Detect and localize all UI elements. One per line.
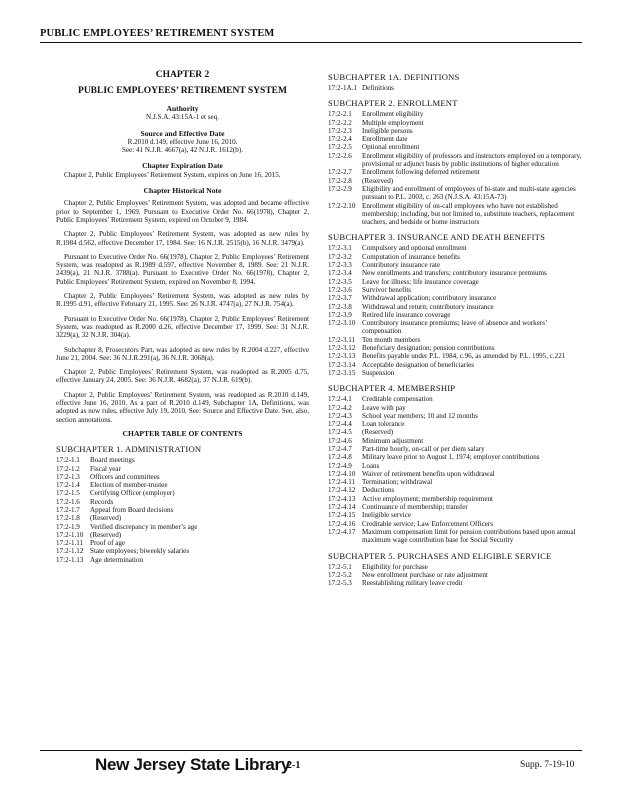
toc-entry (56, 489, 309, 497)
section-number: 17:2-4.14 (328, 503, 356, 512)
toc-entry (328, 152, 582, 169)
supplement-date: Supp. 7-19-10 (520, 760, 575, 770)
section-number: 17:2-4.2 (328, 403, 352, 412)
toc-entry (328, 478, 582, 486)
toc-entry (328, 404, 582, 412)
section-title: Creditable service; Law Enforcement Officers (362, 519, 494, 528)
section-number: 17:2-4.10 (328, 469, 356, 478)
header-rule (40, 42, 582, 43)
section-title: Appeal from Board decisions (90, 505, 174, 514)
chapter-title: PUBLIC EMPLOYEES’ RETIREMENT SYSTEM (78, 86, 287, 96)
section-title: School year members; 10 and 12 months (362, 411, 478, 420)
toc-entry (328, 511, 582, 519)
section-number: 17:2-3.15 (328, 368, 356, 377)
section-number: 17:2-2.8 (328, 176, 352, 185)
section-number: 17:2-4.7 (328, 444, 352, 453)
section-number: 17:2-4.9 (328, 461, 352, 470)
toc-entry (328, 135, 582, 143)
historical-paragraph: Pursuant to Executive Order No. 66(1978), Chapter 2, Public Employees’ Retirement System, was readopted as R.1989 d.597, effective November 8, 1989. See: 21 N.J.R. 2439(a), 21 N.J.R. 3788(a). Pursuant to Executive Order No. 66(1978), Chapter 2, Public Employees’ Retirement System, expired on November 8, 1994. (56, 252, 309, 286)
toc-entry (56, 498, 309, 506)
section-number: 17:2-3.13 (328, 352, 356, 361)
section-title: Leave for illness; life insurance coverage (362, 277, 479, 286)
section-number: 17:2-3.7 (328, 294, 352, 303)
section-title: Loans (362, 461, 380, 470)
subchapter-title: SUBCHAPTER 4. MEMBERSHIP (328, 383, 456, 394)
historical-paragraph: Chapter 2, Public Employees’ Retirement System, was adopted as new rules by R.1995 d.91, effective February 21, 1995. See: 26 N.J.R. 4747(a), 27 N.J.R. 754(a). (56, 292, 309, 309)
toc-list (56, 456, 309, 564)
page-number: 2-1 (287, 760, 301, 771)
subchapter-title: SUBCHAPTER 2. ENROLLMENT (328, 98, 458, 109)
section-title: Enrollment eligibility of professors and instructors employed on a temporary, provisional or adjunct basis by public institutions of higher education (362, 151, 582, 169)
section-number: 17:2-3.14 (328, 360, 356, 369)
toc-entry (328, 520, 582, 528)
toc-entry (328, 319, 582, 336)
toc-entry (328, 528, 582, 545)
section-title: Acceptable designation of beneficiaries (362, 360, 475, 369)
toc-entry (328, 269, 582, 277)
section-number: 17:2-2.6 (328, 151, 352, 160)
toc-entry (328, 579, 582, 587)
section-title: Contributory insurance premiums; leave of absence and workers’ compensation (362, 319, 547, 336)
chapter-number: CHAPTER 2 (155, 70, 210, 80)
section-number: 17:2-4.12 (328, 486, 356, 495)
section-title: Certifying Officer (employer) (90, 489, 175, 498)
historical-paragraph: Chapter 2, Public Employees’ Retirement System, was adopted and became effective prior to September 1, 1969. Pursuant to Executive Order No. 66(1978), Chapter 2, Public Employees’ Retirement System, expired on October 9, 1984. (56, 199, 309, 224)
section-number: 17:2-3.3 (328, 261, 352, 270)
toc-entry (328, 294, 582, 302)
section-title: Election of member-trustee (90, 481, 168, 490)
toc-entry (328, 336, 582, 344)
section-number: 17:2-1.13 (56, 555, 84, 564)
toc-entry (328, 110, 582, 118)
section-number: 17:2-3.9 (328, 310, 352, 319)
section-title: Beneficiary designation; pension contributions (362, 344, 495, 353)
toc-list (328, 563, 582, 588)
section-number: 17:2-3.5 (328, 277, 352, 286)
section-number: 17:2-4.13 (328, 494, 356, 503)
toc-entry (328, 453, 582, 461)
section-number: 17:2-3.11 (328, 335, 356, 344)
toc-entry (328, 168, 582, 176)
toc-entry (56, 514, 309, 522)
section-title: Loan tolerance (362, 420, 405, 429)
section-title: Board meetings (90, 456, 135, 465)
section-title: Suspension (362, 368, 395, 377)
historical-paragraph: Pursuant to Executive Order No. 66(1978), Chapter 2, Public Employees’ Retirement System, was readopted as R.2000 d.26, effective December 17, 1999. See: 31 N.J.R. 3229(a), 32 N.J.R. 304(a). (56, 314, 309, 340)
toc-entry (328, 202, 582, 227)
section-title: Officers and committees (90, 472, 160, 481)
section-number: 17:2-1.9 (56, 522, 80, 531)
toc-entry (56, 465, 309, 473)
section-title: Optional enrollment (362, 143, 420, 152)
toc-entry (56, 473, 309, 481)
toc-entry (56, 481, 309, 489)
section-title: Contributory insurance rate (362, 261, 441, 270)
section-title: Ineligible persons (362, 126, 413, 135)
toc-entry (328, 84, 582, 92)
toc-entry (328, 352, 582, 360)
toc-entry (56, 547, 309, 555)
toc-entry (328, 495, 582, 503)
toc-entry (56, 506, 309, 514)
toc-entry (328, 503, 582, 511)
section-number: 17:2-3.4 (328, 269, 352, 278)
running-head: PUBLIC EMPLOYEES’ RETIREMENT SYSTEM (40, 28, 275, 39)
section-number: 17:2-4.16 (328, 519, 356, 528)
section-title: State employees; biweekly salaries (90, 547, 190, 556)
toc-list (328, 395, 582, 544)
toc-entry (328, 470, 582, 478)
toc-entry (328, 428, 582, 436)
section-title: Computation of insurance benefits (362, 252, 460, 261)
toc-entry (328, 395, 582, 403)
source-line-2: See: 41 N.J.R. 4667(a), 42 N.J.R. 1612(b). (122, 146, 243, 155)
section-title: Ten month members (362, 335, 421, 344)
toc-entry (328, 437, 582, 445)
toc-entry (328, 369, 582, 377)
section-title: Survivor benefits (362, 285, 412, 294)
toc-entry (328, 244, 582, 252)
section-title: Enrollment eligibility (362, 110, 424, 119)
section-title: Withdrawal application; contributory insurance (362, 294, 497, 303)
section-number: 17:2-1.1 (56, 456, 80, 465)
toc-entry (328, 486, 582, 494)
historical-paragraph: Chapter 2, Public Employees’ Retirement System, was readopted as R.2010 d.149, effective June 16, 2010. As a part of R.2010 d.149, Subchapter 1A, Definitions, was adopted as new rules, effective July 19, 2010. See: Source and Effective Date. See, also, section annotations. (56, 390, 309, 424)
toc-entry (56, 539, 309, 547)
toc-entry (56, 531, 309, 539)
section-title: (Reserved) (362, 176, 394, 185)
section-title: Definitions (362, 84, 394, 92)
left-column (56, 70, 309, 564)
toc-entry (56, 523, 309, 531)
section-title: Leave with pay (362, 403, 406, 412)
section-number: 17:2-4.11 (328, 478, 356, 487)
section-number: 17:2-3.12 (328, 344, 356, 353)
section-number: 17:2-2.3 (328, 126, 352, 135)
section-number: 17:2-3.1 (328, 244, 352, 253)
section-number: 17:2-4.4 (328, 420, 352, 429)
section-number: 17:2-4.8 (328, 453, 352, 462)
section-number: 17:2-2.2 (328, 118, 352, 127)
toc-entry (328, 311, 582, 319)
section-number: 17:2-2.4 (328, 135, 352, 144)
section-title: Enrollment date (362, 135, 408, 144)
section-title: Fiscal year (90, 464, 121, 473)
section-number: 17:2-1.7 (56, 505, 80, 514)
section-title: Benefits payable under P.L. 1984, c.96, as amended by P.L. 1995, c.221 (362, 352, 566, 361)
toc-entry (328, 253, 582, 261)
section-title: Verified discrepancy in member’s age (90, 522, 198, 531)
section-number: 17:2-4.5 (328, 428, 352, 437)
section-title: Ineligible service (362, 511, 412, 520)
toc-list (328, 110, 582, 226)
section-title: Military leave prior to August 1, 1974; employer contributions (362, 453, 540, 462)
toc-entry (328, 119, 582, 127)
section-number: 17:2-4.6 (328, 436, 352, 445)
toc-entry (328, 420, 582, 428)
toc-entry (328, 563, 582, 571)
section-title: Deductions (362, 486, 395, 495)
toc-entry (56, 456, 309, 464)
section-title: Proof of age (90, 539, 126, 548)
toc-heading: CHAPTER TABLE OF CONTENTS (122, 428, 243, 438)
section-number: 17:2-2.5 (328, 143, 352, 152)
toc-entry (328, 278, 582, 286)
section-number: 17:2-3.8 (328, 302, 352, 311)
section-title: Active employment; membership requirement (362, 494, 493, 503)
section-title: Multiple employment (362, 118, 424, 127)
subchapter-title: SUBCHAPTER 5. PURCHASES AND ELIGIBLE SERVICE (328, 550, 552, 561)
toc-entry (328, 462, 582, 470)
section-title: Enrollment following deferred retirement (362, 168, 480, 177)
authority-heading: Authority (166, 104, 199, 113)
toc-entry (328, 361, 582, 369)
section-number: 17:2-1.10 (56, 530, 84, 539)
section-title: Part-time hourly, on-call or per diem salary (362, 444, 485, 453)
section-number: 17:2-4.3 (328, 411, 352, 420)
toc-entry (328, 177, 582, 185)
toc-entry (328, 286, 582, 294)
section-title: Records (90, 497, 114, 506)
section-title: New enrollment purchase or rate adjustment (362, 570, 488, 579)
section-number: 17:2-5.1 (328, 562, 352, 571)
toc-entry (56, 556, 309, 564)
section-number: 17:2-1.3 (56, 472, 80, 481)
historical-paragraph: Chapter 2, Public Employees’ Retirement System, was adopted as new rules by R.1984 d.562, effective December 17, 1984. See: 16 N.J.R. 2515(b), 16 N.J.R. 3479(a). (56, 230, 309, 247)
section-number: 17:2-1.6 (56, 497, 80, 506)
section-title: Continuance of membership; transfer (362, 503, 468, 512)
section-title: (Reserved) (90, 514, 122, 523)
section-number: 17:2-3.6 (328, 285, 352, 294)
section-number: 17:2-1A.1 (328, 84, 357, 92)
authority-text: N.J.S.A. 43:15A-1 et seq. (146, 113, 219, 122)
section-number: 17:2-2.7 (328, 168, 352, 177)
expiration-heading: Chapter Expiration Date (142, 161, 223, 171)
section-title: Eligibility and enrollment of employees of bi-state and multi-state agencies pursuant to P.L. 2003, c. 263 (N.J.S.A. 43:15A-73) (362, 184, 576, 202)
section-number: 17:2-2.1 (328, 110, 352, 119)
source-line-1: R.2010 d.149, effective June 16, 2010. (127, 137, 238, 146)
section-title: Compulsory and optional enrollment (362, 244, 467, 253)
section-title: Withdrawal and return; contributory insurance (362, 302, 494, 311)
section-number: 17:2-4.15 (328, 511, 356, 520)
section-number: 17:2-5.2 (328, 570, 352, 579)
section-title: Waiver of retirement benefits upon withdrawal (362, 469, 495, 478)
expiration-text: Chapter 2, Public Employees’ Retirement System, expires on June 16, 2015. (64, 170, 281, 179)
section-title: Termination; withdrawal (362, 478, 433, 487)
section-title: Maximum compensation limit for pension contributions based upon annual maximum wage contribution base for Social Security (362, 527, 576, 545)
source-heading: Source and Effective Date (140, 128, 225, 138)
subchapter-title: SUBCHAPTER 1A. DEFINITIONS (328, 72, 460, 82)
section-number: 17:2-5.3 (328, 579, 352, 588)
toc-entry (328, 303, 582, 311)
section-title: Eligibility for purchase (362, 562, 428, 571)
library-logo-text: New Jersey State Library (95, 755, 291, 774)
section-title: Reestablishing military leave credit (362, 579, 463, 588)
section-title: New enrollments and transfers; contributory insurance premiums (362, 269, 547, 278)
footer-rule (40, 750, 582, 751)
right-column (328, 72, 582, 587)
historical-paragraph: Subchapter 8, Prosecutors Part, was adopted as new rules by R.2004 d.227, effective June 21, 2004. See: 36 N.J.R.291(a), 36 N.J.R. 3068(a). (56, 345, 309, 362)
subchapter-title: SUBCHAPTER 3. INSURANCE AND DEATH BENEFITS (328, 232, 546, 243)
section-number: 17:2-1.8 (56, 514, 80, 523)
section-number: 17:2-3.10 (328, 319, 356, 328)
toc-list (328, 84, 582, 92)
section-number: 17:2-1.4 (56, 481, 80, 490)
section-number: 17:2-2.9 (328, 184, 352, 193)
historical-heading: Chapter Historical Note (143, 186, 222, 196)
toc-entry (328, 185, 582, 202)
section-number: 17:2-1.5 (56, 489, 80, 498)
toc-entry (328, 412, 582, 420)
toc-list (328, 244, 582, 377)
section-title: Minimum adjustment (362, 436, 424, 445)
toc-entry (328, 571, 582, 579)
toc-entry (328, 127, 582, 135)
section-title: Retired life insurance coverage (362, 310, 451, 319)
toc-entry (328, 143, 582, 151)
section-title: (Reserved) (90, 530, 122, 539)
section-number: 17:2-3.2 (328, 252, 352, 261)
section-title: Age determination (90, 555, 143, 564)
section-number: 17:2-2.10 (328, 201, 356, 210)
section-number: 17:2-4.17 (328, 527, 356, 536)
section-number: 17:2-1.2 (56, 464, 80, 473)
toc-entry (328, 344, 582, 352)
section-number: 17:2-1.11 (56, 539, 84, 548)
historical-paragraph: Chapter 2, Public Employees’ Retirement System, was readopted as R.2005 d.75, effective January 24, 2005. See: 36 N.J.R. 4682(a), 37 N.J.R. 619(b). (56, 368, 309, 385)
toc-entry (328, 261, 582, 269)
section-title: Enrollment eligibility of on-call employees who have not established membership; including, but not limited to, substitute teachers, replacement teachers, and bedside or home instructors (362, 201, 575, 227)
toc-entry (328, 445, 582, 453)
section-title: Creditable compensation (362, 395, 433, 404)
section-title: (Reserved) (362, 428, 394, 437)
subchapter-title: SUBCHAPTER 1. ADMINISTRATION (56, 444, 202, 455)
section-number: 17:2-1.12 (56, 547, 84, 556)
section-number: 17:2-4.1 (328, 395, 352, 404)
